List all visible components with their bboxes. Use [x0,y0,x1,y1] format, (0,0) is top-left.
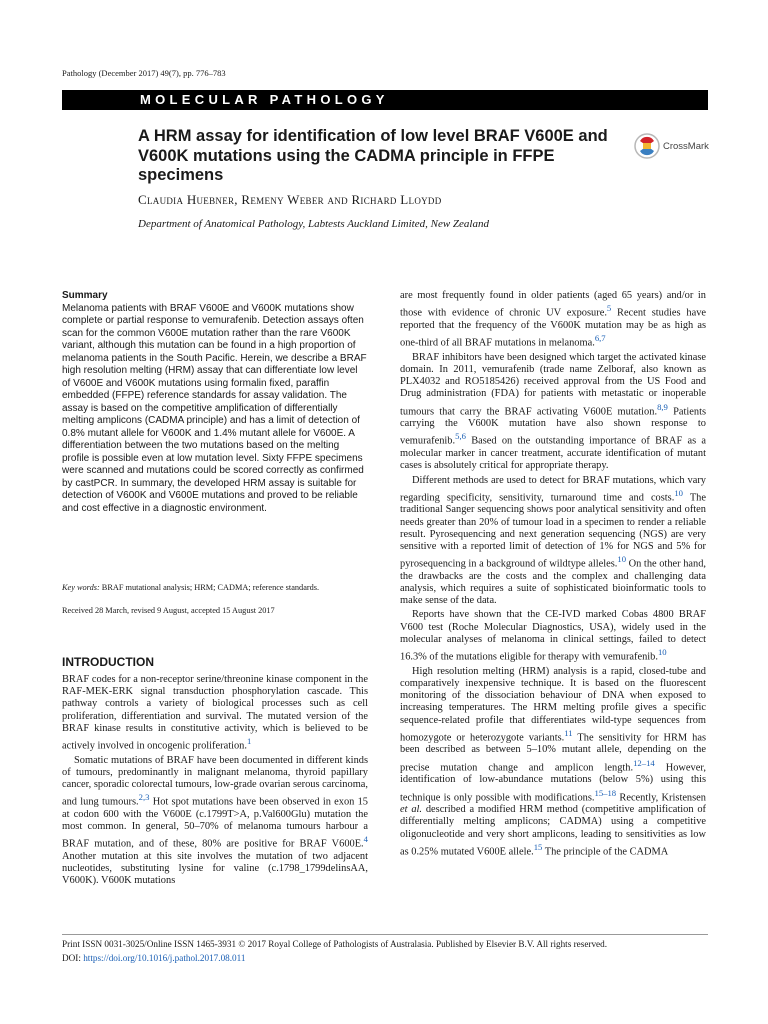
keywords-label: Key words: [62,583,100,592]
citation-ref[interactable]: 11 [564,727,573,738]
citation-ref[interactable]: 10 [674,487,683,498]
article-title: A HRM assay for identification of low level BRAF V600E and V600K mutations using the CADMA principle in FFPE specimens [138,127,608,184]
citation-ref[interactable]: 5 [606,303,612,314]
citation-ref[interactable]: 15–18 [594,787,617,798]
summary-text: Melanoma patients with BRAF V600E and V600K mutations show complete or partial response to vemurafenib. Detection assays often scan for the common V600E mutation rather than the rare V600K variant, although this mutation can be found in a high proportion of melanoma patients in the South Pacific. Herein, we describe a BRAF high resolution melting (HRM) assay that can differentiate low level of V600E and V600K mutations using formalin fixed, paraffin embedded (FFPE) reference standards for assay validation. The assay is based on the competitive amplification of differentially melting amplicons (CADMA principle) and has a limit of detection of 0.8% mutant allele for V600K and 1.4% mutant allele for V600E. A differentiation between the two mutations based on the melting profile is possible even at low mutation level. Sixty FFPE specimens were scanned and mutations could be scored correctly as confirmed by castPCR. In summary, the developed HRM assay is suitable for detection of V600K and V600E mutations and proved to be reliable and cost effective in a diagnostic environment. [62,302,367,514]
crossmark-label: CrossMark [663,140,709,152]
paragraph: BRAF inhibitors have been designed which target the activated kinase domain. In 2011, vemurafenib (trade name Zelboraf, also known as PLX4032 and RO5185426) received approval from the US Food and Drug administration (FDA) for patients with metastatic or inoperable tumours that carry the BRAF activating V600E mutation.$^{8,9}$ Patients carrying the V600K mutation have also shown response to vemurafenib.$^{5,6}$ Based on the outstanding importance of BRAF as a molecular marker in cancer treatment, accurate identification of mutant cases is absolutely critical for appropriate therapy. [400,351,707,472]
affiliation: Department of Anatomical Pathology, Labtests Auckland Limited, New Zealand [138,218,489,230]
right-column [400,290,706,860]
paragraph: High resolution melting (HRM) analysis is a rapid, closed-tube and comparatively inexpensive technique. It is based on the fluorescent monitoring of the dissociation behaviour of DNA when exposed to increasing temperatures. The HRM melting profile gives a specific sequence-related profile that differentiates wild-type sequences from homozygote or heterozygote variants.$^{11}$ The sensitivity for HRM has been described as between 5–10% mutant allele, depending on the precise mutation change and amplicon length.$^{12-14}$ However, identification of low-abundance mutations (below 5%) using this technique is only possible with modifications.$^{15-18}$ Recently, Kristensen et al. described a modified HRM method (competitive amplification of differentially melting amplicons; CADMA) using a competitive oligonucleotide and very short amplicons, leading to sensitivities as low as 0.25% mutated V600E allele.$^{15}$ The principle of the CADMA [400,665,707,858]
journal-citation: Pathology (December 2017) 49(7), pp. 776–783 [62,68,226,78]
citation-ref[interactable]: 10 [617,554,627,565]
keywords-text: BRAF mutational analysis; HRM; CADMA; reference standards. [101,583,320,592]
footer-copyright: Print ISSN 0031-3025/Online ISSN 1465-3931 © 2017 Royal College of Pathologists of Australasia. Published by Elsevier B.V. All rights reserved. [62,939,608,949]
citation-ref[interactable]: 8,9 [657,401,668,412]
introduction-column [62,674,368,890]
paragraph: Different methods are used to detect for BRAF mutations, which vary regarding specificity, sensitivity, turnaround time and costs.$^{10}$ The traditional Sanger sequencing shows poor analytical sensitivity and often needs greater than 20% of tumour load in a specimen to render a reliable result. Pyrosequencing and next generation sequencing (NGS) are very sensitive with a reported limit of detection of 1% for NGS and 5% for pyrosequencing in a background of wildtype alleles.$^{10}$ On the other hand, the drawbacks are the costs and the complex and challenging data analysis, which requires a suite of sophisticated bioinformatic tools to make sense of the data. [400,474,706,607]
citation-ref[interactable]: 6,7 [594,333,606,344]
paragraph: Somatic mutations of BRAF have been documented in different kinds of tumours, predominantly in malignant melanoma, thyroid papillary cancer, sporadic colorectal tumours, low-grade ovarian serous carcinoma, and lung tumours.$^{2,3}$ Hot spot mutations have been observed in exon 15 at codon 600 with the V600E (c.1799T>A, p.Val600Glu) mutation the most common. In general, 50–70% of melanoma tumours harbour a BRAF mutation, and of these, 80% are positive for BRAF V600E.$^4$ Another mutation at this site involves the mutation of two adjacent nucleotides, substituting lysine for valine (c.1798_1799delinsAA, V600K). V600K mutations [62,754,369,887]
citation-ref[interactable]: 10 [657,647,667,658]
citation-ref[interactable]: 2,3 [138,792,150,803]
summary-block [62,290,368,515]
crossmark-icon [634,133,660,159]
section-title: MOLECULAR PATHOLOGY [140,92,389,107]
doi-label: DOI: [62,953,81,963]
keywords [62,583,319,592]
author-list: Claudia Huebner, Remeny Weber and Richard Lloydd [138,192,442,207]
citation-ref[interactable]: 5,6 [455,431,466,442]
citation-ref[interactable]: 12–14 [633,757,655,768]
citation-ref[interactable]: 4 [363,834,368,845]
footer-doi [62,953,246,963]
received-dates: Received 28 March, revised 9 August, accepted 15 August 2017 [62,606,275,615]
paragraph: Reports have shown that the CE-IVD marked Cobas 4800 BRAF V600 test (Roche Molecular Diagnostics, USA), widely used in the molecular analyses of melanoma in clinical settings, failed to detect 16.3% of the mutations eligible for therapy with vemurafenib.$^{10}$ [400,609,706,663]
paragraph: are most frequently found in older patients (aged 65 years) and/or in those with evidence of chronic UV exposure.$^5$ Recent studies have reported that the frequency of the V600K mutation may be as high as one-third of all BRAF mutations in melanoma.$^{6,7}$ [400,290,706,349]
summary-heading: Summary [62,290,108,301]
footer-divider [62,934,708,935]
introduction-heading: INTRODUCTION [62,655,154,669]
crossmark-badge[interactable] [634,133,709,159]
citation-ref[interactable]: 1 [246,736,252,747]
doi-link[interactable]: https://doi.org/10.1016/j.pathol.2017.08.011 [83,953,246,963]
paragraph: BRAF codes for a non-receptor serine/threonine kinase component in the RAF-MEK-ERK signal transduction phosphorylation cascade. This pathway controls a variety of biological processes such as cell proliferation, differentiation and survival. The mutated version of the BRAF kinase results in constitutive activity, which is believed to be actively involved in oncogenic proliferation.$^1$ [62,674,368,752]
citation-ref[interactable]: 15 [533,841,543,852]
section-banner [62,90,708,110]
